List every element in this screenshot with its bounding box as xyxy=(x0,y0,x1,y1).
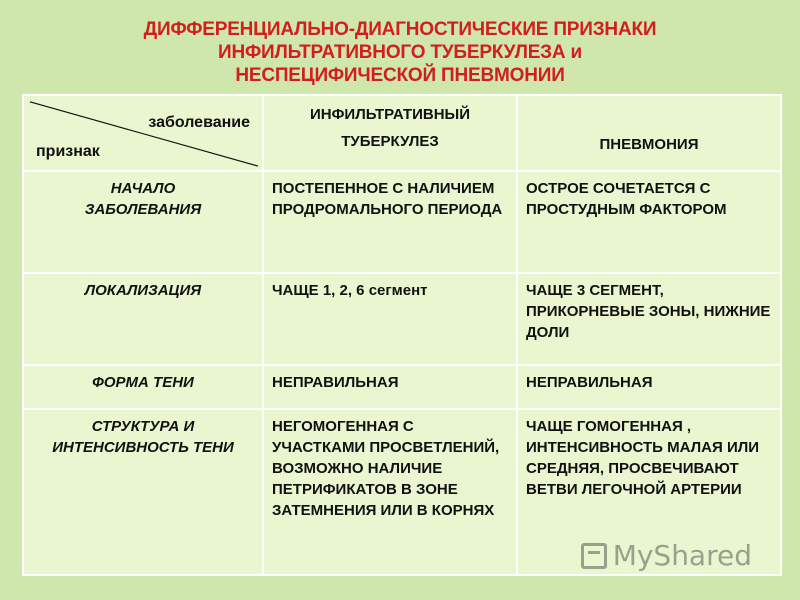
title-line-2: ИНФИЛЬТРАТИВНОГО ТУБЕРКУЛЕЗА и xyxy=(218,42,582,63)
cell-pn-shadow-shape: НЕПРАВИЛЬНАЯ xyxy=(517,365,781,409)
cell-tb-localization: ЧАЩЕ 1, 2, 6 сегмент xyxy=(263,273,517,365)
title-line-1: ДИФФЕРЕНЦИАЛЬНО-ДИАГНОСТИЧЕСКИЕ ПРИЗНАКИ xyxy=(143,19,657,40)
corner-label-sign: признак xyxy=(36,143,100,160)
cell-tb-shadow-shape: НЕПРАВИЛЬНАЯ xyxy=(263,365,517,409)
cell-pn-structure: ЧАЩЕ ГОМОГЕННАЯ , ИНТЕНСИВНОСТЬ МАЛАЯ ИЛИ СРЕДНЯЯ, ПРОСВЕЧИВАЮТ ВЕТВИ ЛЕГОЧНОЙ АРТЕРИИ xyxy=(517,409,781,575)
table-header-row xyxy=(23,95,781,171)
presentation-icon xyxy=(581,543,607,569)
row-label-localization xyxy=(23,273,263,365)
table-row xyxy=(23,365,781,409)
header-tb-line-1: ИНФИЛЬТРАТИВНЫЙ xyxy=(310,106,470,123)
cell-tb-structure: НЕГОМОГЕННАЯ С УЧАСТКАМИ ПРОСВЕТЛЕНИЙ, ВОЗМОЖНО НАЛИЧИЕ ПЕТРИФИКАТОВ В ЗОНЕ ЗАТЕМНЕНИЯ ИЛИ В КОРНЯХ xyxy=(263,409,517,575)
header-pneumonia: ПНЕВМОНИЯ xyxy=(517,95,781,171)
corner-header-cell xyxy=(23,95,263,171)
row-label-line: СТРУКТУРА И xyxy=(91,418,195,435)
cell-pn-onset: ОСТРОЕ СОЧЕТАЕТСЯ С ПРОСТУДНЫМ ФАКТОРОМ xyxy=(517,171,781,273)
row-label-shadow-shape xyxy=(23,365,263,409)
slide-title xyxy=(0,18,800,87)
table-row xyxy=(23,171,781,273)
row-label-structure xyxy=(23,409,263,575)
row-label-line: ФОРМА ТЕНИ xyxy=(92,374,194,391)
row-label-onset xyxy=(23,171,263,273)
watermark xyxy=(581,539,752,572)
cell-tb-onset: ПОСТЕПЕННОЕ С НАЛИЧИЕМ ПРОДРОМАЛЬНОГО ПЕРИОДА xyxy=(263,171,517,273)
comparison-table xyxy=(22,94,782,576)
table-row xyxy=(23,273,781,365)
row-label-line: ИНТЕНСИВНОСТЬ ТЕНИ xyxy=(52,439,234,456)
title-line-3: НЕСПЕЦИФИЧЕСКОЙ ПНЕВМОНИИ xyxy=(235,65,565,86)
row-label-line: НАЧАЛО xyxy=(110,180,176,197)
row-label-line: ЛОКАЛИЗАЦИЯ xyxy=(84,282,202,299)
watermark-text: MyShared xyxy=(612,539,752,572)
header-tuberculosis xyxy=(263,95,517,171)
cell-pn-localization: ЧАЩЕ 3 СЕГМЕНТ, ПРИКОРНЕВЫЕ ЗОНЫ, НИЖНИЕ ДОЛИ xyxy=(517,273,781,365)
corner-label-disease: заболевание xyxy=(148,114,250,131)
row-label-line: ЗАБОЛЕВАНИЯ xyxy=(84,201,202,218)
header-tb-line-2: ТУБЕРКУЛЕЗ xyxy=(341,133,439,150)
